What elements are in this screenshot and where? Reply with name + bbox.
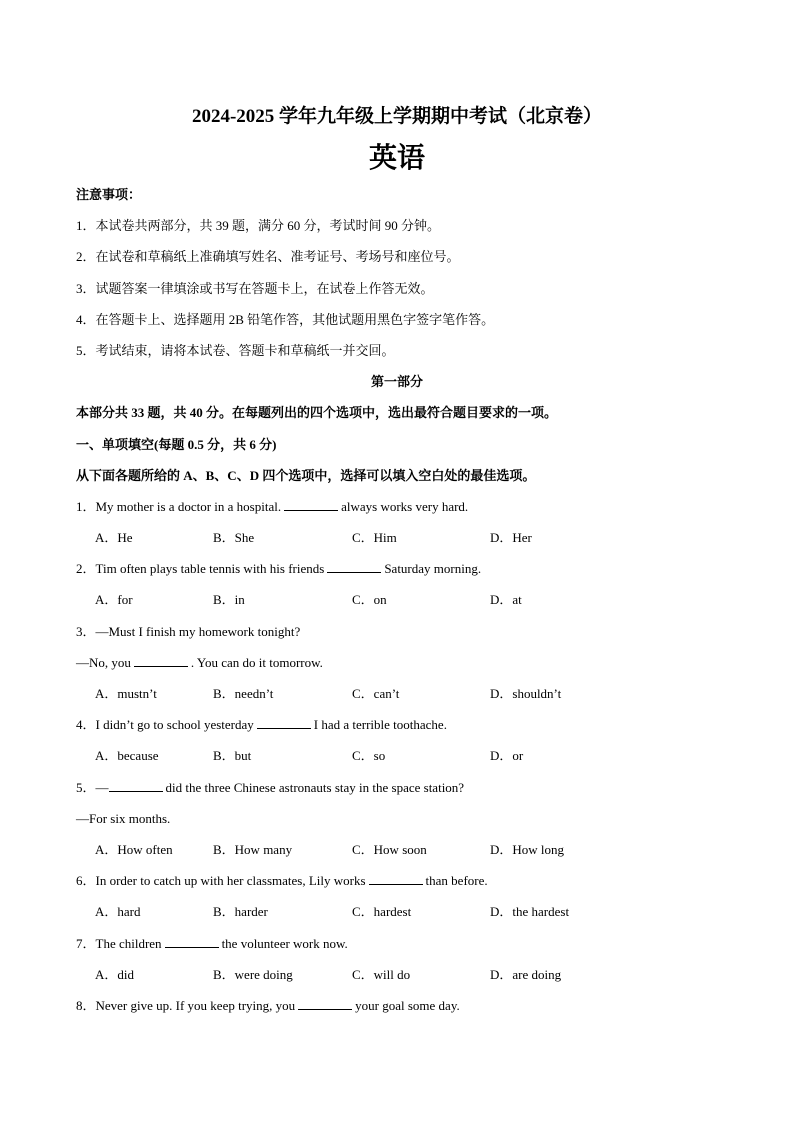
option-d: D．are doing [490, 967, 562, 982]
question-stem: 3．—Must I finish my homework tonight? [76, 624, 301, 639]
question-stem: 8．Never give up. If you keep trying, you your goal some day. [76, 998, 460, 1013]
option-c: C．will do [352, 967, 411, 982]
option-b: B．but [213, 748, 252, 763]
question-stem: 5．— did the three Chinese astronauts stay in the space station? [76, 780, 465, 795]
option-d: D．shouldn’t [490, 686, 562, 701]
option-c: C．Him [352, 530, 397, 545]
answer-blank [134, 654, 188, 667]
question-stem: 7．The children the volunteer work now. [76, 936, 348, 951]
answer-blank [369, 872, 423, 885]
option-a: A．because [95, 748, 159, 763]
option-b: B．needn’t [213, 686, 274, 701]
exam-title: 2024-2025 学年九年级上学期期中考试（北京卷） [191, 106, 603, 127]
option-a: A．How often [95, 842, 173, 857]
option-b: B．She [213, 530, 255, 545]
option-d: D．Her [490, 530, 532, 545]
answer-blank [298, 997, 352, 1010]
question-reply: —No, you . You can do it tomorrow. [76, 655, 323, 670]
option-b: B．in [213, 592, 245, 607]
option-a: A．did [95, 967, 135, 982]
option-c: C．so [352, 748, 386, 763]
answer-blank [257, 716, 311, 729]
option-d: D．How long [490, 842, 565, 857]
option-a: A．hard [95, 904, 141, 919]
answer-blank [165, 935, 219, 948]
option-a: A．He [95, 530, 133, 545]
question-stem: 4．I didn’t go to school yesterday I had a terrible toothache. [76, 717, 447, 732]
question-stem: 6．In order to catch up with her classmates, Lily works than before. [76, 873, 488, 888]
option-c: C．How soon [352, 842, 427, 857]
notice-heading: 注意事项： [76, 187, 142, 202]
notice-item: 2．在试卷和草稿纸上准确填写姓名、准考证号、考场号和座位号。 [76, 249, 460, 264]
answer-blank [109, 779, 163, 792]
question-reply: —For six months. [76, 811, 171, 826]
question-stem: 2．Tim often plays table tennis with his friends Saturday morning. [76, 561, 482, 576]
section-title: 一、单项填空(每题 0.5 分，共 6 分) [76, 437, 277, 452]
part-title: 第一部分 [370, 374, 423, 389]
notice-item: 4．在答题卡上、选择题用 2B 铅笔作答，其他试题用黑色字签字笔作答。 [76, 312, 495, 327]
option-b: B．were doing [213, 967, 293, 982]
option-c: C．hardest [352, 904, 412, 919]
answer-blank [327, 560, 381, 573]
option-d: D．or [490, 748, 524, 763]
part-intro: 本部分共 33 题，共 40 分。在每题列出的四个选项中，选出最符合题目要求的一项。 [76, 405, 558, 420]
section-instruction: 从下面各题所给的 A、B、C、D 四个选项中，选择可以填入空白处的最佳选项。 [76, 468, 536, 483]
notice-item: 3．试题答案一律填涂或书写在答题卡上，在试卷上作答无效。 [76, 281, 434, 296]
option-d: D．at [490, 592, 522, 607]
question-stem: 1．My mother is a doctor in a hospital. always works very hard. [76, 499, 469, 514]
option-b: B．How many [213, 842, 293, 857]
option-d: D．the hardest [490, 904, 570, 919]
notice-item: 1．本试卷共两部分，共 39 题，满分 60 分，考试时间 90 分钟。 [76, 218, 441, 233]
option-a: A．mustn’t [95, 686, 157, 701]
exam-subject: 英语 [368, 141, 425, 174]
option-c: C．can’t [352, 686, 400, 701]
option-b: B．harder [213, 904, 268, 919]
option-c: C．on [352, 592, 387, 607]
notice-item: 5．考试结束，请将本试卷、答题卡和草稿纸一并交回。 [76, 343, 395, 358]
option-a: A．for [95, 592, 133, 607]
answer-blank [284, 498, 338, 511]
